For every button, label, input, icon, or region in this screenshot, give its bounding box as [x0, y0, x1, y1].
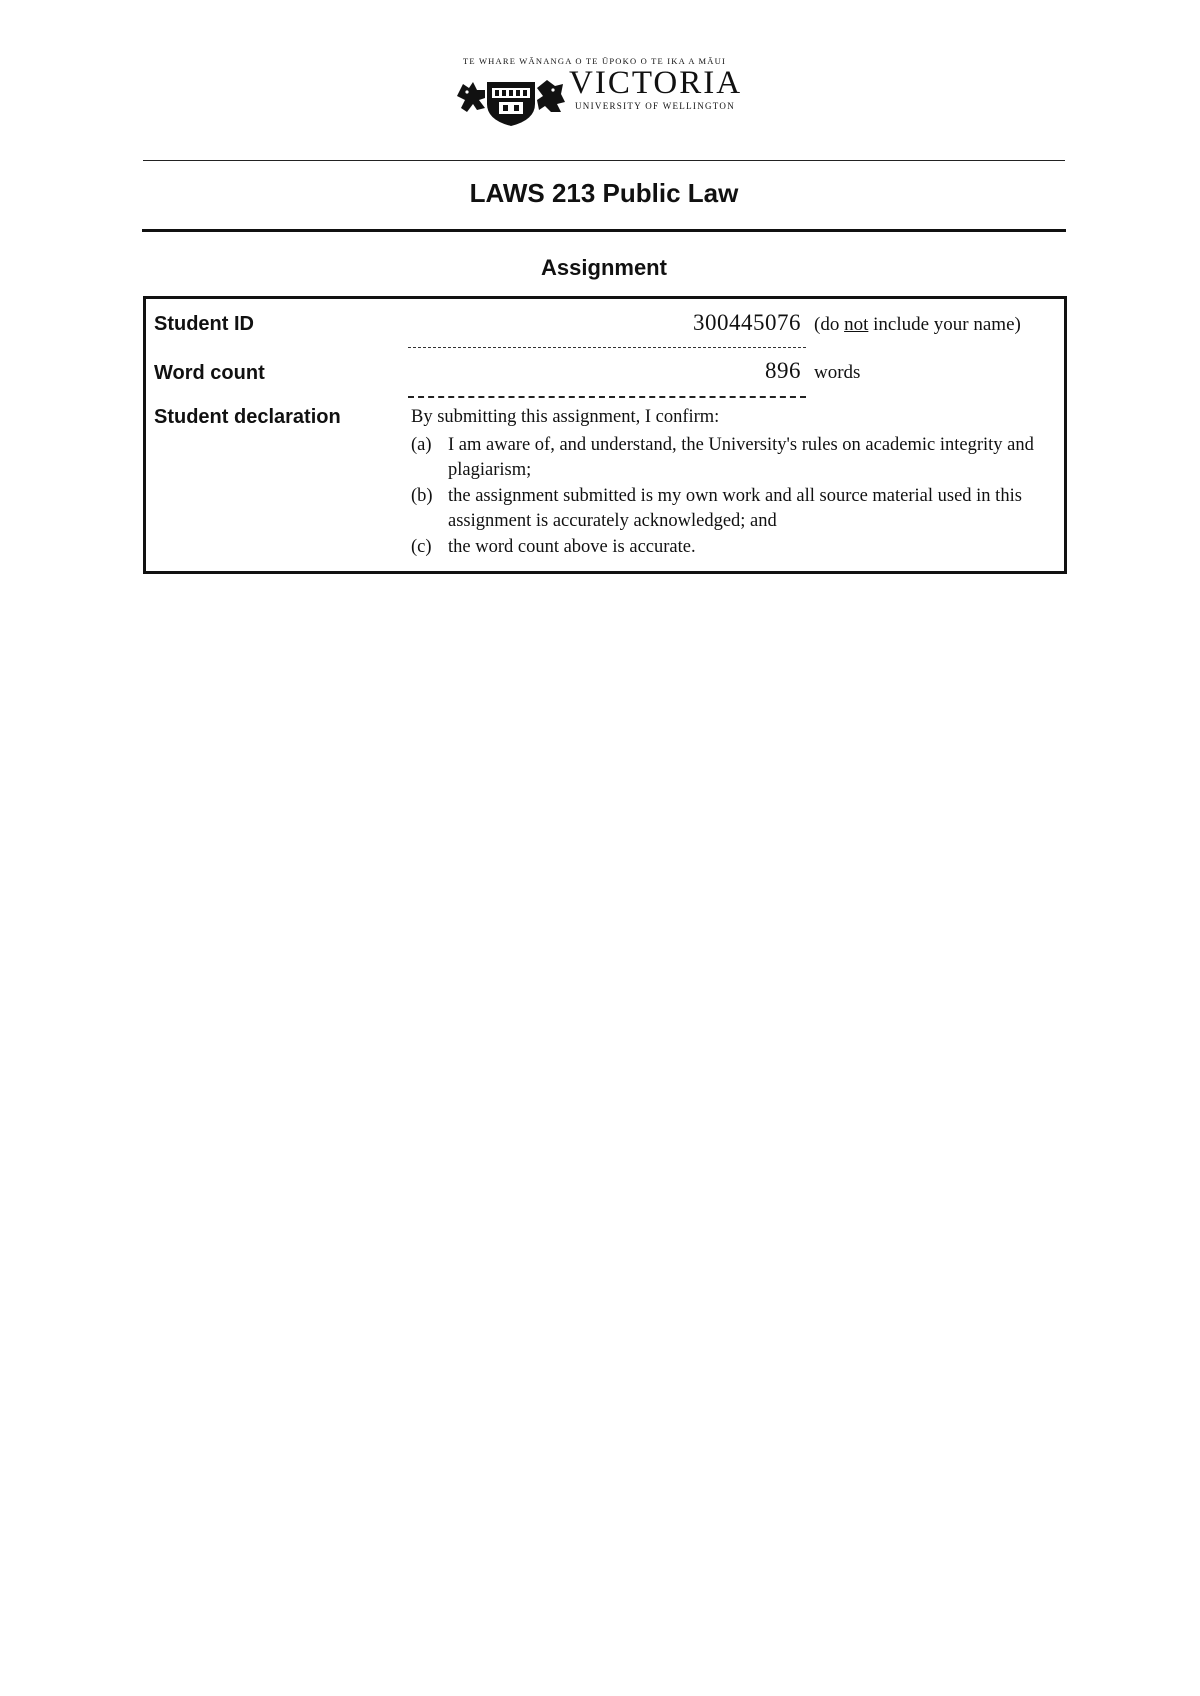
header-top-rule [143, 160, 1065, 161]
student-id-label: Student ID [154, 313, 254, 335]
cover-sheet-box [143, 296, 1067, 574]
declaration-item-marker: (c) [411, 537, 432, 557]
declaration-item-marker: (a) [411, 435, 432, 455]
course-title: LAWS 213 Public Law [469, 178, 739, 208]
declaration-list [411, 433, 1059, 560]
logo-subtitle: UNIVERSITY OF WELLINGTON [575, 101, 736, 111]
word-count-underline [408, 396, 806, 398]
declaration-text [411, 405, 1059, 561]
declaration-item-text: the assignment submitted is my own work and all source material used in this assignment is accurately acknowledged; and [448, 486, 1022, 531]
word-count-label: Word count [154, 362, 265, 384]
word-count-unit: words [814, 362, 861, 383]
logo-name: VICTORIA [569, 65, 743, 101]
declaration-label: Student declaration [154, 406, 341, 428]
declaration-item-text: I am aware of, and understand, the University's rules on academic integrity and plagiarism; [448, 435, 1034, 480]
declaration-item [411, 433, 1059, 483]
student-id-note [814, 314, 1021, 336]
declaration-item-marker: (b) [411, 486, 433, 506]
student-id-note-before: (do [814, 314, 845, 335]
university-logo [455, 56, 755, 128]
university-crest-icon [455, 68, 567, 128]
declaration-item-text: the word count above is accurate. [448, 537, 696, 557]
declaration-intro: By submitting this assignment, I confirm: [411, 407, 720, 427]
student-id-note-after: include your name) [868, 314, 1021, 335]
header-bottom-rule [142, 229, 1066, 232]
student-id-underline [408, 347, 806, 348]
logo-motto: TE WHARE WĀNANGA O TE ŪPOKO O TE IKA A MĀUI [463, 56, 726, 66]
word-count-field[interactable]: 896 [765, 358, 801, 383]
student-id-note-emphasis: not [844, 314, 869, 335]
document-type-heading: Assignment [541, 255, 667, 280]
declaration-item [411, 484, 1059, 534]
student-id-field[interactable]: 300445076 [693, 310, 801, 335]
declaration-item [411, 535, 1059, 560]
